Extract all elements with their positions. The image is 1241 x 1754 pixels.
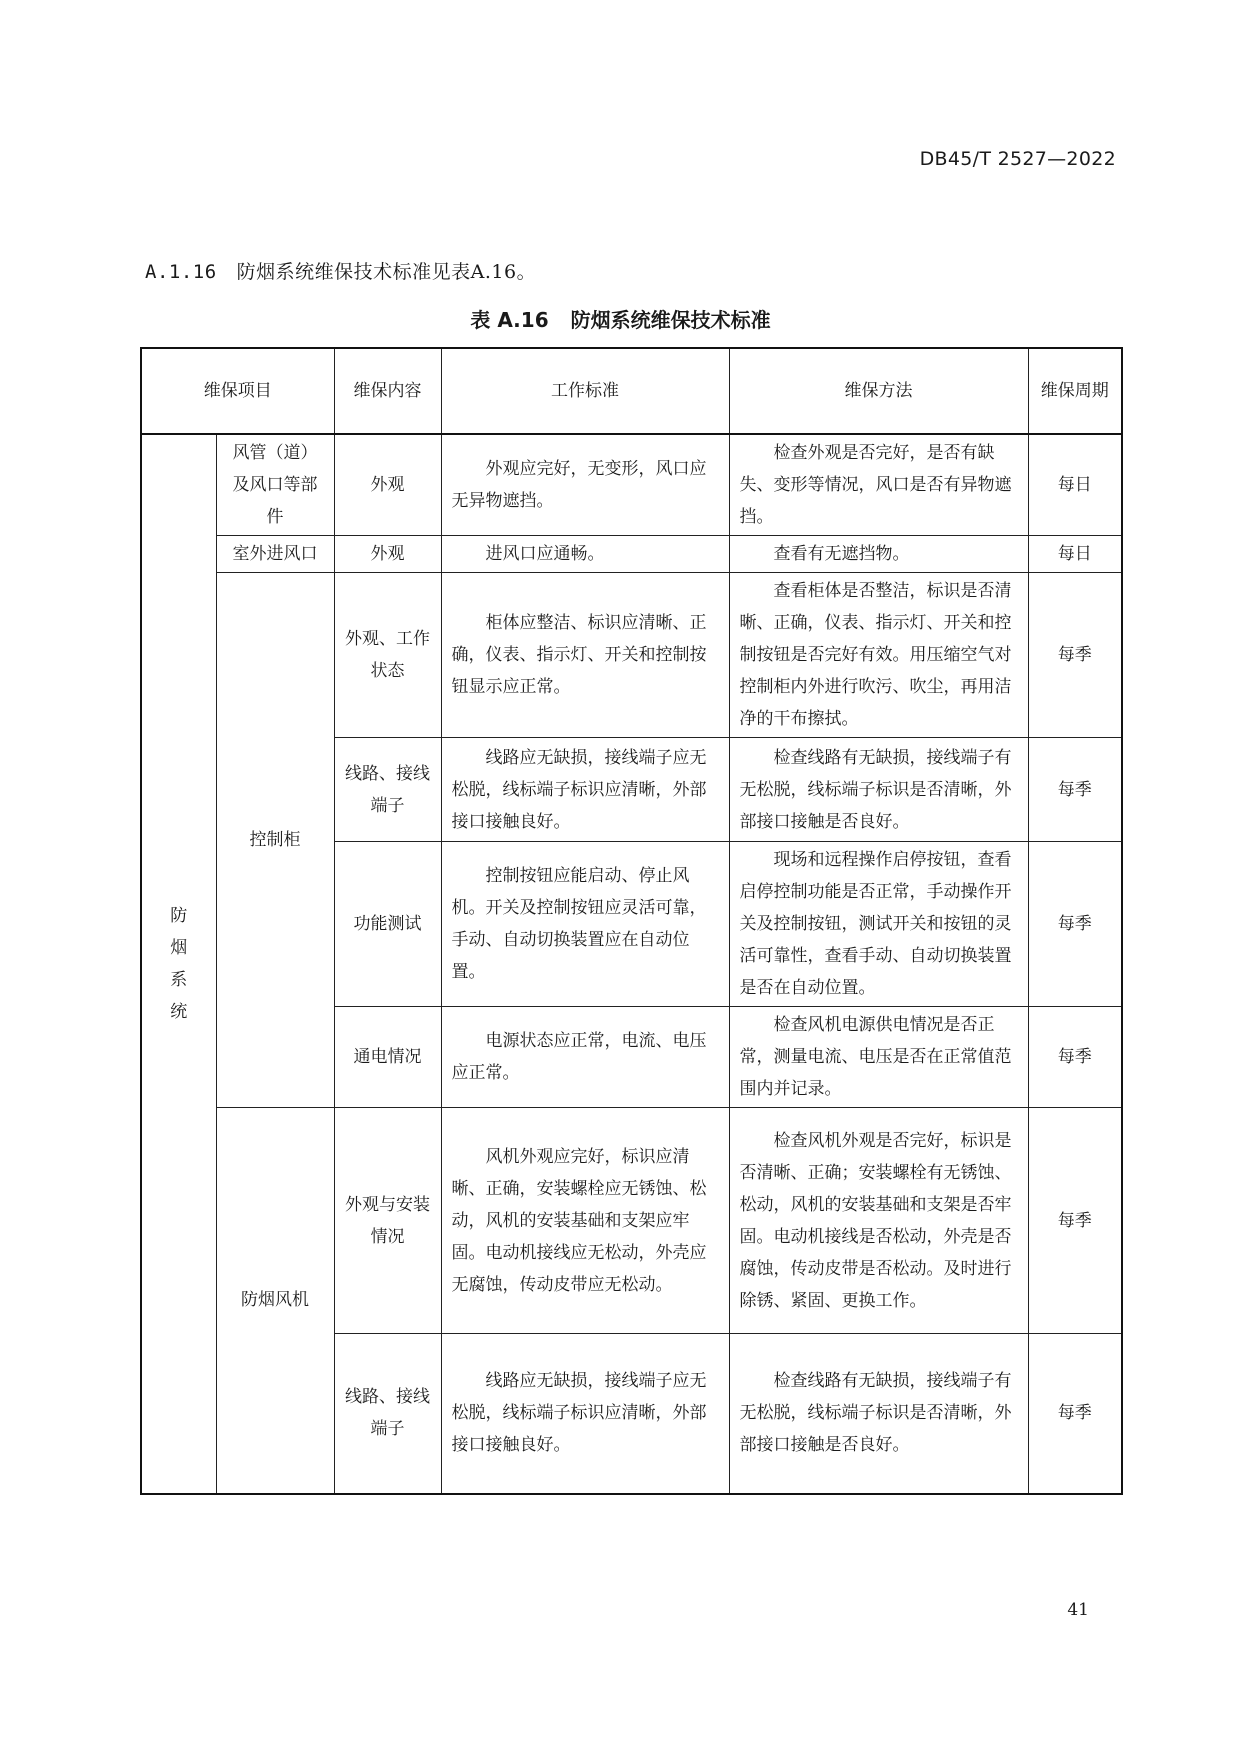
table-row [141, 536, 1122, 573]
method-cell: 检查线路有无缺损，接线端子有无松脱，线标端子标识是否清晰，外部接口接触是否良好。 [729, 738, 1028, 842]
page-number: 41 [1067, 1600, 1089, 1620]
method-cell: 查看有无遮挡物。 [729, 536, 1028, 573]
cycle-cell: 每季 [1028, 1007, 1122, 1108]
header-content: 维保内容 [334, 348, 441, 434]
maintenance-standard-table [140, 347, 1123, 1495]
method-cell: 现场和远程操作启停按钮，查看启停控制功能是否正常，手动操作开关及控制按钮，测试开关和按钮的灵活可靠性，查看手动、自动切换装置是否在自动位置。 [729, 842, 1028, 1007]
header-item: 维保项目 [141, 348, 334, 434]
item-cell: 风管（道）及风口等部件 [216, 434, 334, 536]
cycle-cell: 每日 [1028, 434, 1122, 536]
item-cell: 防烟风机 [216, 1108, 334, 1494]
standard-cell: 线路应无缺损，接线端子应无松脱，线标端子标识应清晰，外部接口接触良好。 [441, 1334, 729, 1494]
method-cell: 检查外观是否完好，是否有缺失、变形等情况，风口是否有异物遮挡。 [729, 434, 1028, 536]
table-row [141, 1108, 1122, 1334]
method-cell: 查看柜体是否整洁，标识是否清晰、正确，仪表、指示灯、开关和控制按钮是否完好有效。用压缩空气对控制柜内外进行吹污、吹尘，再用洁净的干布擦拭。 [729, 573, 1028, 738]
content-cell: 线路、接线端子 [334, 738, 441, 842]
content-cell: 外观 [334, 434, 441, 536]
clause-paragraph [145, 257, 536, 284]
item-cell: 室外进风口 [216, 536, 334, 573]
document-code: DB45/T 2527—2022 [919, 148, 1116, 170]
table-row [141, 573, 1122, 738]
standard-cell: 控制按钮应能启动、停止风机。开关及控制按钮应灵活可靠，手动、自动切换装置应在自动位置。 [441, 842, 729, 1007]
system-cell: 防烟系统 [141, 434, 216, 1494]
header-method: 维保方法 [729, 348, 1028, 434]
cycle-cell: 每日 [1028, 536, 1122, 573]
content-cell: 线路、接线端子 [334, 1334, 441, 1494]
cycle-cell: 每季 [1028, 738, 1122, 842]
standard-cell: 外观应完好，无变形，风口应无异物遮挡。 [441, 434, 729, 536]
clause-number: A.1.16 [145, 261, 217, 283]
content-cell: 外观、工作状态 [334, 573, 441, 738]
method-cell: 检查线路有无缺损，接线端子有无松脱，线标端子标识是否清晰，外部接口接触是否良好。 [729, 1334, 1028, 1494]
standard-cell: 风机外观应完好，标识应清晰、正确，安装螺栓应无锈蚀、松动，风机的安装基础和支架应牢固。电动机接线应无松动，外壳应无腐蚀，传动皮带应无松动。 [441, 1108, 729, 1334]
item-cell: 控制柜 [216, 573, 334, 1108]
standard-cell: 电源状态应正常，电流、电压应正常。 [441, 1007, 729, 1108]
content-cell: 外观 [334, 536, 441, 573]
table-caption-id: 表 A.16 [470, 308, 549, 332]
content-cell: 外观与安装情况 [334, 1108, 441, 1334]
method-cell: 检查风机电源供电情况是否正常，测量电流、电压是否在正常值范围内并记录。 [729, 1007, 1028, 1108]
table-row [141, 434, 1122, 536]
standard-cell: 柜体应整洁、标识应清晰、正确，仪表、指示灯、开关和控制按钮显示应正常。 [441, 573, 729, 738]
clause-text: 防烟系统维保技术标准见表A.16。 [236, 261, 537, 283]
content-cell: 通电情况 [334, 1007, 441, 1108]
header-cycle: 维保周期 [1028, 348, 1122, 434]
table-caption-text: 防烟系统维保技术标准 [570, 308, 771, 332]
cycle-cell: 每季 [1028, 573, 1122, 738]
cycle-cell: 每季 [1028, 1108, 1122, 1334]
standard-cell: 进风口应通畅。 [441, 536, 729, 573]
header-standard: 工作标准 [441, 348, 729, 434]
cycle-cell: 每季 [1028, 1334, 1122, 1494]
standard-cell: 线路应无缺损，接线端子应无松脱，线标端子标识应清晰，外部接口接触良好。 [441, 738, 729, 842]
table-header-row [141, 348, 1122, 434]
method-cell: 检查风机外观是否完好，标识是否清晰、正确；安装螺栓有无锈蚀、松动，风机的安装基础和支架是否牢固。电动机接线是否松动，外壳是否腐蚀，传动皮带是否松动。及时进行除锈、紧固、更换工作。 [729, 1108, 1028, 1334]
cycle-cell: 每季 [1028, 842, 1122, 1007]
content-cell: 功能测试 [334, 842, 441, 1007]
table-caption [0, 304, 1241, 333]
